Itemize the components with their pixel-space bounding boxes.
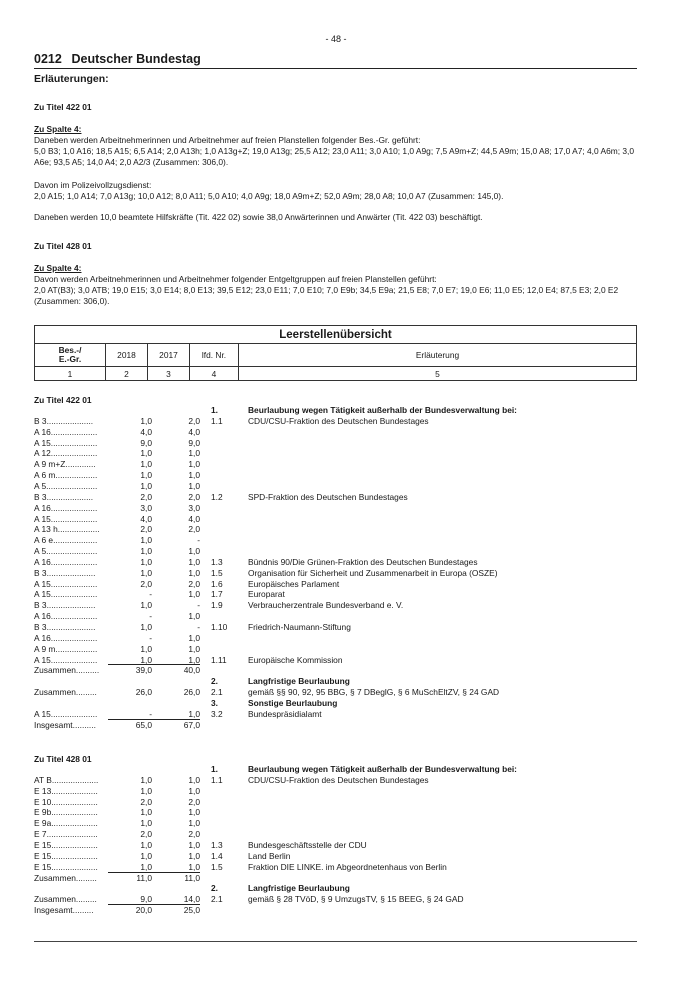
value-2018-cell: 3,0 bbox=[140, 502, 152, 513]
group-cell: Zusammen......... bbox=[34, 894, 97, 905]
value-2018-cell: - bbox=[149, 611, 152, 622]
col-index: 4 bbox=[190, 367, 239, 381]
group-cell: B 3..................... bbox=[34, 622, 96, 632]
group-cell: E 13.................... bbox=[34, 785, 98, 796]
group-cell: A 5...................... bbox=[34, 480, 98, 491]
explanation-cell: Verbraucherzentrale Bundesverband e. V. bbox=[248, 600, 404, 611]
chapter-divider bbox=[34, 68, 637, 69]
table-row bbox=[0, 470, 700, 481]
value-2017-cell: - bbox=[197, 600, 200, 611]
table-row bbox=[0, 589, 700, 600]
group-cell: Insgesamt.......... bbox=[34, 719, 96, 730]
value-2017-cell: 2,0 bbox=[188, 491, 200, 502]
value-2018-cell: 9,0 bbox=[140, 437, 152, 448]
group-cell: E 10.................... bbox=[34, 796, 98, 807]
table-row bbox=[0, 786, 700, 797]
explanation-cell: Bundespräsidialamt bbox=[248, 708, 322, 719]
group-cell: A 5...................... bbox=[34, 546, 98, 557]
table-row bbox=[0, 807, 700, 818]
col-header-group-line2: E.-Gr. bbox=[58, 354, 82, 364]
group-cell: Zusammen......... bbox=[34, 872, 97, 883]
group-cell: B 3.................... bbox=[34, 491, 94, 502]
value-2017-cell: - bbox=[197, 535, 200, 546]
value-2018-cell: 1,0 bbox=[140, 818, 152, 829]
value-2018-cell: 20,0 bbox=[135, 905, 152, 916]
table-row bbox=[0, 622, 700, 633]
table-row bbox=[0, 492, 700, 503]
group-cell: A 6 e................... bbox=[34, 535, 98, 546]
sum-divider bbox=[108, 904, 200, 905]
col-index: 2 bbox=[106, 367, 148, 381]
table-row bbox=[0, 775, 700, 786]
explanation-cell: Beurlaubung wegen Tätigkeit außerhalb der Bundesverwaltung bei: bbox=[248, 764, 517, 774]
group-cell: A 9 m+Z............. bbox=[34, 459, 96, 470]
explanations-heading: Erläuterungen: bbox=[34, 73, 109, 85]
value-2018-cell: 2,0 bbox=[140, 524, 152, 535]
paragraph: 5,0 B3; 1,0 A16; 18,5 A15; 6,5 A14; 2,0 A13h; 1,0 A13g+Z; 19,0 A13g; 25,5 A12; 23,0 A11; 3,0 A10; 1,0 A9g; 7,5 A9m+Z; 44,5 A9m; 15,0 A8; 17,0 A7; 4,0 A6m; 3,0 A6e; 93,5 A5; 14,0 A4; 2,0 A2/3 (Zusammen: 306,0). bbox=[34, 146, 635, 167]
group-cell: Zusammen.......... bbox=[34, 665, 100, 676]
table-row bbox=[0, 644, 700, 655]
table-row bbox=[0, 665, 700, 676]
value-2018-cell: 9,0 bbox=[140, 894, 152, 905]
value-2018-cell: 2,0 bbox=[140, 829, 152, 840]
col-header-2018: 2018 bbox=[106, 344, 148, 367]
item-number-cell: 1.5 bbox=[211, 861, 223, 872]
value-2017-cell: 1,0 bbox=[188, 774, 200, 785]
group-cell: A 16.................... bbox=[34, 502, 98, 513]
value-2018-cell: 26,0 bbox=[135, 687, 152, 698]
bottom-divider bbox=[34, 941, 637, 942]
value-2018-cell: 4,0 bbox=[140, 426, 152, 437]
value-2017-cell: 1,0 bbox=[188, 850, 200, 861]
value-2018-cell: 1,0 bbox=[140, 643, 152, 654]
item-number-cell: 1.4 bbox=[211, 850, 223, 861]
item-number-cell: 1. bbox=[211, 405, 218, 415]
col-header-number: lfd. Nr. bbox=[190, 344, 239, 367]
value-2017-cell: 26,0 bbox=[183, 687, 200, 698]
value-2017-cell: 1,0 bbox=[188, 567, 200, 578]
table-row bbox=[0, 438, 700, 449]
section-heading-42801: Zu Titel 428 01 bbox=[34, 754, 92, 764]
value-2018-cell: 1,0 bbox=[140, 448, 152, 459]
value-2017-cell: 25,0 bbox=[183, 905, 200, 916]
sum-divider bbox=[108, 664, 200, 665]
group-cell: E 15.................... bbox=[34, 850, 98, 861]
group-cell: A 16.................... bbox=[34, 426, 98, 437]
value-2017-cell: 2,0 bbox=[188, 524, 200, 535]
explanation-cell: Bundesgeschäftsstelle der CDU bbox=[248, 839, 367, 850]
table-row bbox=[0, 568, 700, 579]
group-cell: A 13 h.................. bbox=[34, 524, 100, 535]
explanation-cell: gemäß §§ 90, 92, 95 BBG, § 7 DBeglG, § 6 MuSchEltZV, § 24 GAD bbox=[248, 687, 500, 698]
table-row bbox=[0, 611, 700, 622]
item-number-cell: 3. bbox=[211, 697, 218, 708]
value-2017-cell: 1,0 bbox=[188, 480, 200, 491]
table-row bbox=[0, 535, 700, 546]
item-number-cell: 1.5 bbox=[211, 567, 223, 578]
table-row bbox=[0, 818, 700, 829]
table-row bbox=[0, 503, 700, 514]
group-cell: A 16.................... bbox=[34, 632, 98, 643]
item-number-cell: 2. bbox=[211, 883, 218, 894]
value-2017-cell: 1,0 bbox=[188, 556, 200, 567]
table-row bbox=[0, 579, 700, 590]
value-2018-cell: 1,0 bbox=[140, 556, 152, 567]
value-2017-cell: 1,0 bbox=[188, 448, 200, 459]
table-row bbox=[0, 709, 700, 720]
col-index: 3 bbox=[148, 367, 190, 381]
col-header-group-line1: Bes.-/ bbox=[58, 345, 82, 355]
value-2017-cell: 1,0 bbox=[188, 459, 200, 470]
explanation-cell: CDU/CSU-Fraktion des Deutschen Bundestages bbox=[248, 415, 429, 426]
table-row bbox=[0, 687, 700, 698]
item-number-cell: 1.2 bbox=[211, 491, 223, 502]
item-number-cell: 1.3 bbox=[211, 839, 223, 850]
value-2018-cell: 11,0 bbox=[136, 872, 152, 883]
table-row bbox=[0, 481, 700, 492]
table-row bbox=[0, 557, 700, 568]
value-2017-cell: 9,0 bbox=[188, 437, 200, 448]
value-2018-cell: 1,0 bbox=[140, 600, 152, 611]
col-index: 5 bbox=[435, 369, 440, 379]
table-row bbox=[0, 448, 700, 459]
paragraph: Daneben werden 10,0 beamtete Hilfskräfte (Tit. 422 02) sowie 38,0 Anwärterinnen und Anwärter (Tit. 422 03) beschäftigt. bbox=[34, 212, 483, 222]
group-cell: B 3.................... bbox=[34, 415, 94, 426]
explanation-cell: SPD-Fraktion des Deutschen Bundestages bbox=[248, 491, 408, 502]
value-2018-cell: 2,0 bbox=[140, 578, 152, 589]
value-2017-cell: 40,0 bbox=[183, 665, 200, 676]
value-2017-cell: 14,0 bbox=[183, 894, 200, 905]
table-row bbox=[0, 427, 700, 438]
value-2017-cell: 2,0 bbox=[188, 796, 200, 807]
table-row bbox=[0, 459, 700, 470]
group-cell: Insgesamt......... bbox=[34, 905, 94, 916]
value-2018-cell: 1,0 bbox=[140, 622, 152, 632]
value-2018-cell: 1,0 bbox=[140, 480, 152, 491]
table-row bbox=[0, 524, 700, 535]
paragraph: Davon werden Arbeitnehmerinnen und Arbeitnehmer folgender Entgeltgruppen auf freien Planstellen geführt: bbox=[34, 274, 437, 284]
explanation-cell: Organisation für Sicherheit und Zusammenarbeit in Europa (OSZE) bbox=[248, 567, 498, 578]
group-cell: A 16.................... bbox=[34, 556, 98, 567]
value-2018-cell: 39,0 bbox=[135, 665, 152, 676]
value-2017-cell: 1,0 bbox=[188, 654, 200, 665]
sum-divider bbox=[108, 872, 200, 873]
group-cell: B 3..................... bbox=[34, 600, 96, 611]
item-number-cell: 1.7 bbox=[211, 589, 223, 600]
value-2018-cell: 2,0 bbox=[140, 491, 152, 502]
value-2017-cell: 1,0 bbox=[188, 470, 200, 481]
group-cell: A 6 m.................. bbox=[34, 470, 98, 481]
value-2018-cell: 1,0 bbox=[140, 654, 152, 665]
item-number-cell: 1.11 bbox=[211, 654, 227, 665]
paragraph: Davon im Polizeivollzugsdienst: bbox=[34, 180, 152, 190]
table-row bbox=[0, 797, 700, 808]
value-2017-cell: 4,0 bbox=[188, 426, 200, 437]
explanation-cell: Langfristige Beurlaubung bbox=[248, 883, 350, 894]
table-row bbox=[0, 883, 700, 894]
table-row bbox=[0, 829, 700, 840]
paragraph: Daneben werden Arbeitnehmerinnen und Arbeitnehmer auf freien Planstellen folgender Bes.-Gr. geführt: bbox=[34, 135, 421, 145]
explanation-cell: CDU/CSU-Fraktion des Deutschen Bundestages bbox=[248, 774, 429, 785]
table-row bbox=[0, 840, 700, 851]
item-number-cell: 1.6 bbox=[211, 578, 223, 589]
table-title: Leerstellenübersicht bbox=[35, 326, 636, 344]
column4-heading: Zu Spalte 4: bbox=[34, 263, 82, 273]
value-2017-cell: 1,0 bbox=[188, 632, 200, 643]
explanation-cell: gemäß § 28 TVöD, § 9 UmzugsTV, § 15 BEEG, § 24 GAD bbox=[248, 894, 464, 905]
group-cell: A 16.................... bbox=[34, 611, 98, 622]
item-number-cell: 1.1 bbox=[211, 415, 223, 426]
value-2018-cell: 1,0 bbox=[140, 785, 152, 796]
table-row bbox=[0, 416, 700, 427]
title-42801-heading: Zu Titel 428 01 bbox=[34, 241, 92, 251]
col-index: 1 bbox=[35, 367, 106, 381]
table-row bbox=[0, 514, 700, 525]
group-cell: A 15.................... bbox=[34, 654, 98, 665]
sum-divider bbox=[108, 719, 200, 720]
group-cell: AT B.................... bbox=[34, 774, 99, 785]
table-row bbox=[0, 764, 700, 775]
table-row bbox=[0, 405, 700, 416]
value-2018-cell: 1,0 bbox=[140, 459, 152, 470]
table-row bbox=[0, 600, 700, 611]
table-row bbox=[0, 894, 700, 905]
value-2018-cell: 1,0 bbox=[140, 415, 152, 426]
group-cell: E 9b.................... bbox=[34, 807, 98, 818]
chapter-title: 0212 Deutscher Bundestag bbox=[34, 52, 201, 66]
group-cell: E 15.................... bbox=[34, 839, 98, 850]
item-number-cell: 1.9 bbox=[211, 600, 223, 611]
value-2017-cell: 1,0 bbox=[188, 807, 200, 818]
explanation-cell: Langfristige Beurlaubung bbox=[248, 676, 350, 687]
group-cell: A 15.................... bbox=[34, 708, 98, 719]
value-2017-cell: 1,0 bbox=[188, 643, 200, 654]
table-row bbox=[0, 873, 700, 884]
value-2018-cell: 4,0 bbox=[140, 513, 152, 524]
group-cell: B 3..................... bbox=[34, 567, 96, 578]
table-row bbox=[0, 676, 700, 687]
table-row bbox=[0, 851, 700, 862]
value-2018-cell: 1,0 bbox=[140, 807, 152, 818]
paragraph: 2,0 AT(B3); 3,0 ATB; 19,0 E15; 3,0 E14; 8,0 E13; 39,5 E12; 23,0 E11; 7,0 E10; 7,0 E9b; 34,5 E9a; 21,5 E8; 7,0 E7; 19,0 E6; 11,0 E5; 12,0 E4; 87,5 E3; 2,0 E2 (Zusammen: 306,0). bbox=[34, 285, 619, 306]
value-2017-cell: 1,0 bbox=[188, 611, 200, 622]
table-row bbox=[0, 905, 700, 916]
value-2018-cell: - bbox=[149, 589, 152, 600]
group-cell: Zusammen......... bbox=[34, 687, 97, 698]
explanation-cell: Sonstige Beurlaubung bbox=[248, 697, 338, 708]
group-cell: A 15.................... bbox=[34, 437, 98, 448]
explanation-cell: Europäische Kommission bbox=[248, 654, 343, 665]
col-header-explanation: Erläuterung bbox=[239, 344, 636, 367]
value-2018-cell: 2,0 bbox=[140, 796, 152, 807]
item-number-cell: 1. bbox=[211, 764, 218, 774]
group-cell: A 15.................... bbox=[34, 513, 98, 524]
title-42201-heading: Zu Titel 422 01 bbox=[34, 102, 92, 112]
value-2018-cell: 1,0 bbox=[140, 839, 152, 850]
page-number: - 48 - bbox=[325, 34, 347, 44]
value-2017-cell: 1,0 bbox=[188, 839, 200, 850]
value-2017-cell: 2,0 bbox=[188, 578, 200, 589]
group-cell: A 12.................... bbox=[34, 448, 98, 459]
item-number-cell: 3.2 bbox=[211, 708, 223, 719]
item-number-cell: 1.3 bbox=[211, 556, 223, 567]
value-2018-cell: 1,0 bbox=[140, 470, 152, 481]
value-2018-cell: 1,0 bbox=[140, 535, 152, 546]
explanation-cell: Europäisches Parlament bbox=[248, 578, 340, 589]
group-cell: E 15.................... bbox=[34, 861, 98, 872]
table-row bbox=[0, 720, 700, 731]
explanation-cell: Land Berlin bbox=[248, 850, 291, 861]
col-header-group bbox=[35, 344, 106, 367]
value-2018-cell: 65,0 bbox=[135, 719, 152, 730]
value-2017-cell: 4,0 bbox=[188, 513, 200, 524]
item-number-cell: 2.1 bbox=[211, 687, 223, 698]
value-2017-cell: 2,0 bbox=[188, 829, 200, 840]
value-2018-cell: 1,0 bbox=[140, 546, 152, 557]
vacancy-overview-table bbox=[34, 325, 637, 381]
explanation-cell: Beurlaubung wegen Tätigkeit außerhalb der Bundesverwaltung bei: bbox=[248, 405, 517, 415]
table-row bbox=[0, 862, 700, 873]
explanation-cell: Friedrich-Naumann-Stiftung bbox=[248, 622, 351, 632]
explanation-cell: Fraktion DIE LINKE. im Abgeordnetenhaus von Berlin bbox=[248, 861, 447, 872]
explanation-cell: Bündnis 90/Die Grünen-Fraktion des Deutschen Bundestages bbox=[248, 556, 478, 567]
table-row bbox=[0, 546, 700, 557]
group-cell: A 15.................... bbox=[34, 578, 98, 589]
group-cell: E 7...................... bbox=[34, 829, 98, 840]
table-row bbox=[0, 655, 700, 666]
item-number-cell: 2.1 bbox=[211, 894, 223, 905]
column4-heading: Zu Spalte 4: bbox=[34, 124, 82, 134]
item-number-cell: 1.1 bbox=[211, 774, 223, 785]
value-2018-cell: - bbox=[149, 708, 152, 719]
value-2017-cell: 1,0 bbox=[188, 861, 200, 872]
value-2017-cell: 2,0 bbox=[188, 415, 200, 426]
value-2017-cell: 1,0 bbox=[188, 589, 200, 600]
col-header-2017: 2017 bbox=[148, 344, 190, 367]
section-heading-42201: Zu Titel 422 01 bbox=[34, 395, 92, 405]
table-row bbox=[0, 633, 700, 644]
value-2017-cell: 1,0 bbox=[188, 818, 200, 829]
group-cell: A 15.................... bbox=[34, 589, 98, 600]
value-2017-cell: 11,0 bbox=[184, 872, 200, 883]
group-cell: A 9 m.................. bbox=[34, 643, 98, 654]
value-2017-cell: 1,0 bbox=[188, 785, 200, 796]
value-2017-cell: 67,0 bbox=[183, 719, 200, 730]
value-2017-cell: 1,0 bbox=[188, 708, 200, 719]
value-2017-cell: - bbox=[197, 622, 200, 632]
value-2018-cell: 1,0 bbox=[140, 567, 152, 578]
table-row bbox=[0, 698, 700, 709]
value-2017-cell: 1,0 bbox=[188, 546, 200, 557]
item-number-cell: 2. bbox=[211, 676, 218, 687]
value-2018-cell: 1,0 bbox=[140, 861, 152, 872]
value-2017-cell: 3,0 bbox=[188, 502, 200, 513]
value-2018-cell: - bbox=[149, 632, 152, 643]
value-2018-cell: 1,0 bbox=[140, 850, 152, 861]
value-2018-cell: 1,0 bbox=[140, 774, 152, 785]
group-cell: E 9a.................... bbox=[34, 818, 98, 829]
explanation-cell: Europarat bbox=[248, 589, 285, 600]
item-number-cell: 1.10 bbox=[211, 622, 228, 632]
paragraph: 2,0 A15; 1,0 A14; 7,0 A13g; 10,0 A12; 8,0 A11; 5,0 A10; 4,0 A9g; 18,0 A9m+Z; 52,0 A9m; 28,0 A8; 10,0 A7 (Zusammen: 145,0). bbox=[34, 191, 504, 201]
